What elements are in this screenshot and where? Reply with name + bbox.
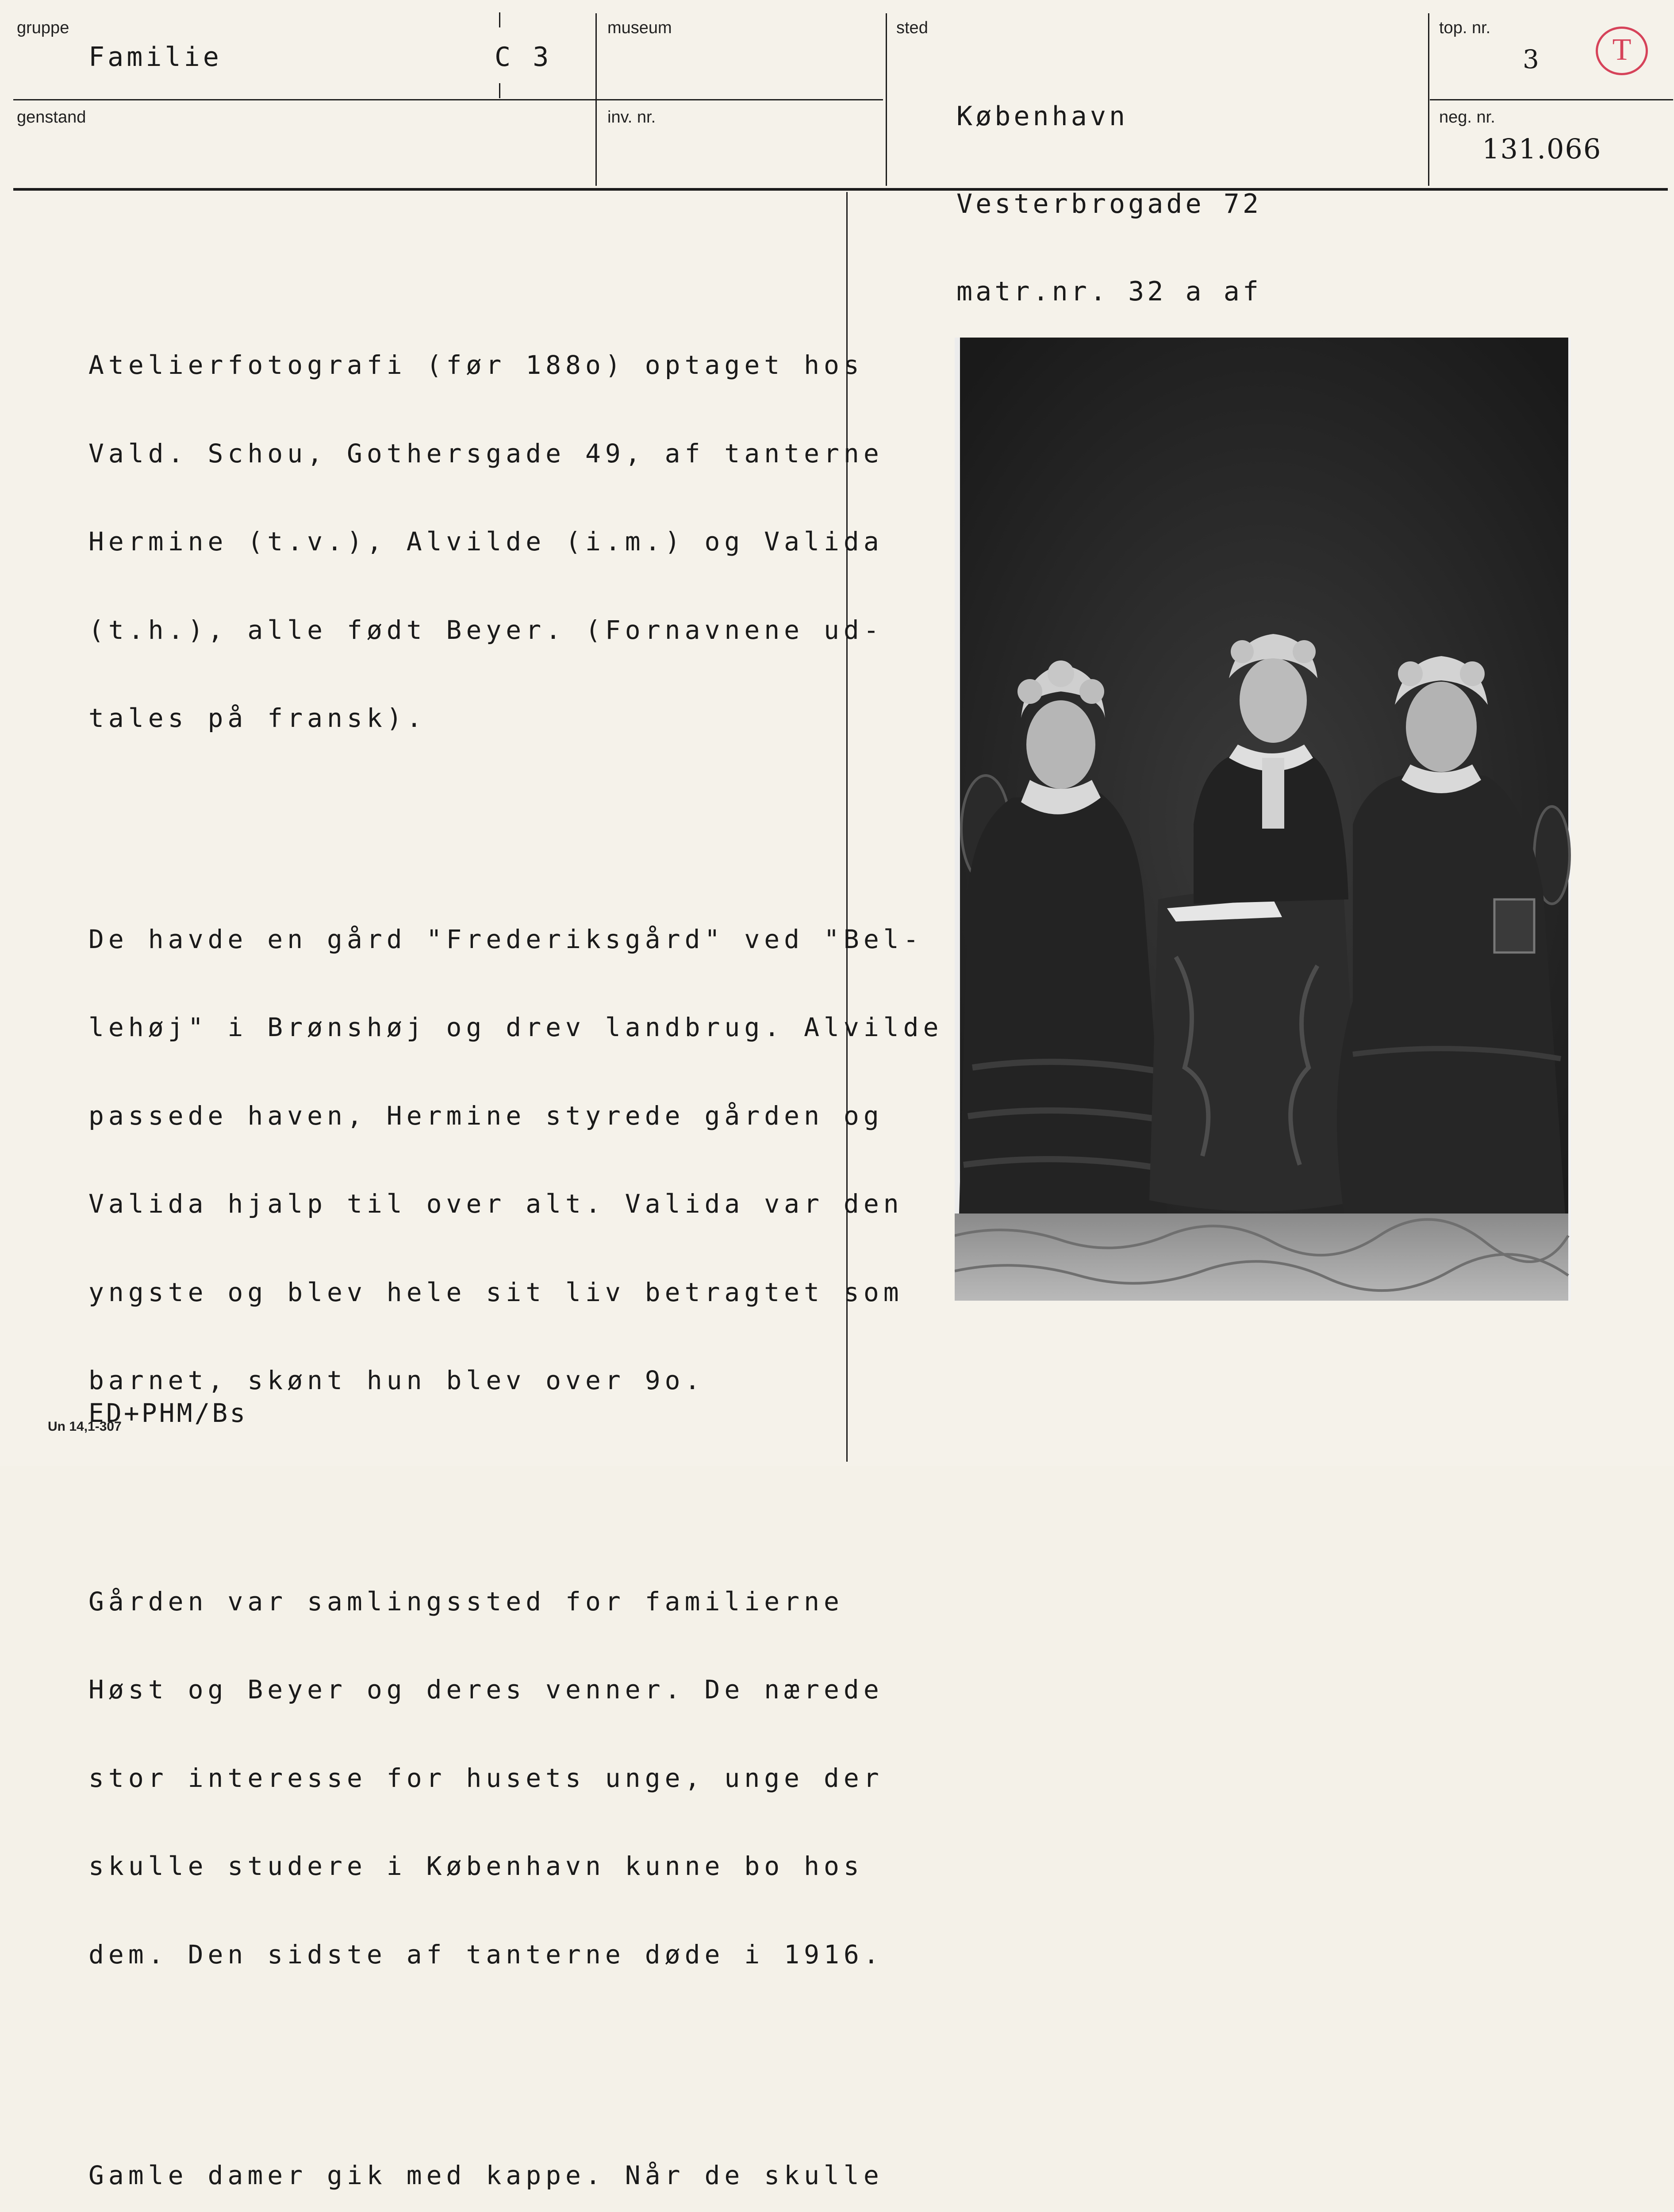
studio-photograph bbox=[955, 338, 1571, 1301]
left-header-divider bbox=[13, 99, 883, 100]
text-line: tales på fransk). bbox=[88, 703, 426, 733]
form-code: Un 14,1-307 bbox=[48, 1419, 122, 1434]
top-nr-label: top. nr. bbox=[1439, 19, 1491, 37]
paragraph bbox=[88, 866, 943, 1454]
sted-line: København bbox=[956, 101, 1129, 132]
text-line: Hermine (t.v.), Alvilde (i.m.) og Valida bbox=[88, 526, 883, 557]
stamp-letter: T bbox=[1612, 33, 1632, 67]
code-tick-bottom bbox=[499, 83, 500, 98]
sted-line: Vesterbrogade 72 bbox=[956, 188, 1262, 219]
text-line: lehøj" i Brønshøj og drev landbrug. Alvilde bbox=[88, 1012, 943, 1042]
t-stamp bbox=[1596, 27, 1648, 75]
sted-line: matr.nr. 32 a af bbox=[956, 276, 1262, 307]
neg-nr-value: 131.066 bbox=[1482, 133, 1602, 165]
paragraph bbox=[88, 1528, 943, 2028]
sted-divider bbox=[886, 13, 887, 186]
inv-nr-label: inv. nr. bbox=[607, 108, 656, 127]
text-line: barnet, skønt hun blev over 9o. bbox=[88, 1365, 705, 1395]
initials: ED+PHM/Bs bbox=[88, 1398, 248, 1428]
code-tick-top bbox=[499, 12, 500, 27]
text-line: stor interesse for husets unge, unge der bbox=[88, 1763, 883, 1793]
gruppe-code: C 3 bbox=[495, 42, 552, 73]
text-line: Gamle damer gik med kappe. Når de skulle bbox=[88, 2160, 883, 2190]
text-line: Atelierfotografi (før 188o) optaget hos bbox=[88, 350, 864, 380]
top-nr-value: 3 bbox=[1523, 44, 1539, 74]
museum-label: museum bbox=[607, 19, 672, 37]
text-line: (t.h.), alle født Beyer. (Fornavnene ud- bbox=[88, 614, 883, 645]
gruppe-value: Familie bbox=[88, 42, 222, 73]
right-header-divider bbox=[1430, 99, 1673, 100]
text-line: Vald. Schou, Gothersgade 49, af tanterne bbox=[88, 438, 883, 469]
neg-nr-label: neg. nr. bbox=[1439, 108, 1495, 127]
text-line: Valida hjalp til over alt. Valida var den bbox=[88, 1189, 903, 1219]
museum-divider bbox=[595, 13, 597, 186]
topnr-divider bbox=[1428, 13, 1429, 186]
gruppe-label: gruppe bbox=[17, 19, 69, 37]
description bbox=[88, 233, 943, 2212]
text-line: De havde en gård "Frederiksgård" ved "Bel- bbox=[88, 924, 923, 954]
sted-label: sted bbox=[896, 19, 928, 37]
text-line: passede haven, Hermine styrede gården og bbox=[88, 1100, 883, 1131]
text-line: Gården var samlingssted for familierne bbox=[88, 1586, 844, 1617]
photo-image bbox=[955, 338, 1571, 1301]
text-line: yngste og blev hele sit liv betragtet som bbox=[88, 1277, 903, 1307]
genstand-label: genstand bbox=[17, 108, 86, 127]
text-line: dem. Den sidste af tanterne døde i 1916. bbox=[88, 1939, 883, 1970]
text-line: skulle studere i København kunne bo hos bbox=[88, 1851, 864, 1881]
text-line: Høst og Beyer og deres venner. De nærede bbox=[88, 1674, 883, 1705]
header-bottom-rule bbox=[13, 188, 1668, 191]
paragraph bbox=[88, 292, 943, 792]
paragraph bbox=[88, 2102, 943, 2212]
